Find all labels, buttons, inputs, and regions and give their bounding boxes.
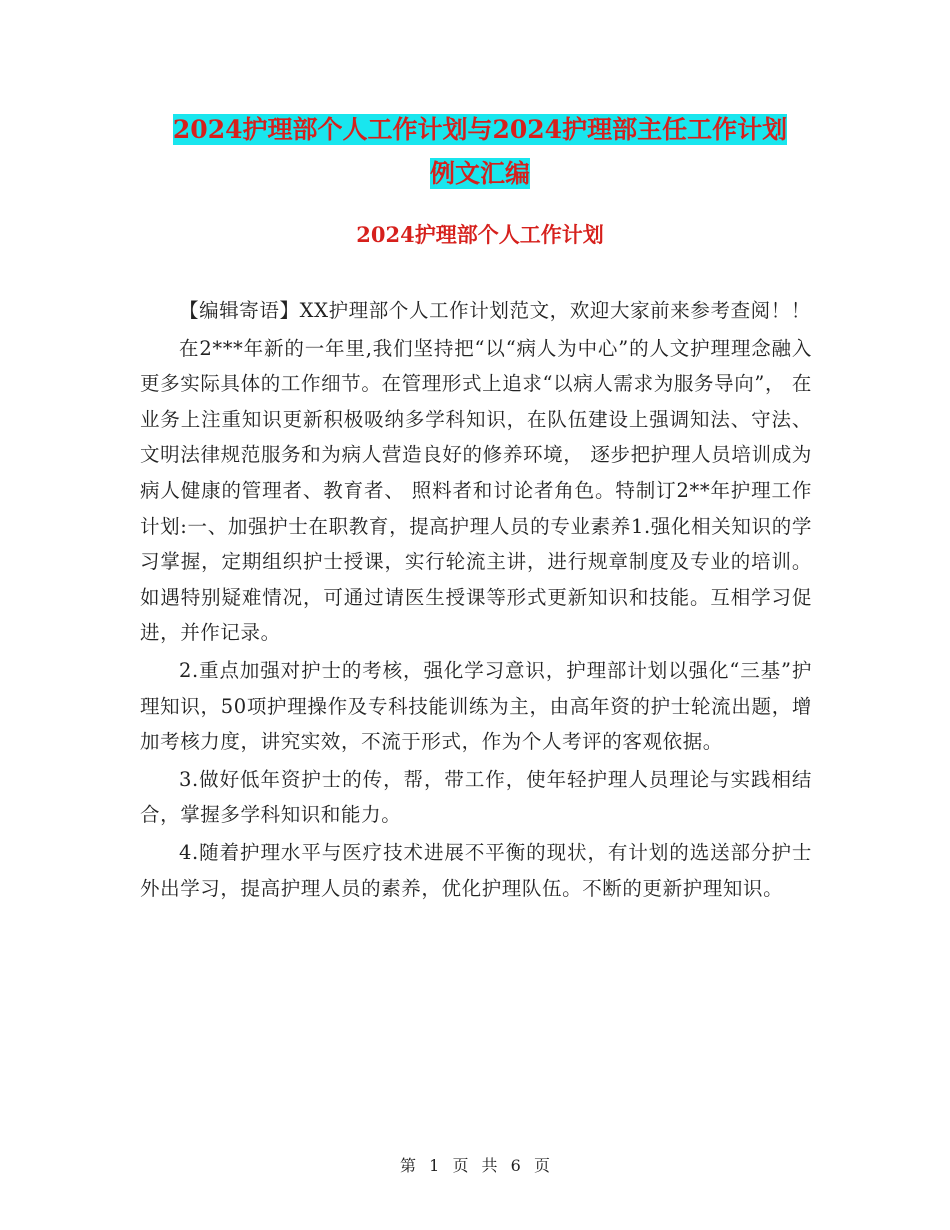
paragraph-item-2: 2.重点加强对护士的考核，强化学习意识，护理部计划以强化“三基”护理知识，50项护理操作及专科技能训练为主，由高年资的护士轮流出题，增加考核力度，讲究实效，不流于形式，作为个人考评的客观依据。 bbox=[140, 658, 812, 754]
document-title-line2: 例文汇编 bbox=[429, 159, 530, 188]
paragraph-item-3: 3.做好低年资护士的传，帮，带工作，使年轻护理人员理论与实践相结合，掌握多学科知识和能力。 bbox=[140, 767, 812, 827]
document-title-line1: 2024护理部个人工作计划与2024护理部主任工作计划 bbox=[172, 115, 788, 144]
paragraph-intro: 在2***年新的一年里,我们坚持把“以“病人为中心”的人文护理理念融入更多实际具体的工作细节。在管理形式上追求“以病人需求为服务导向”， 在业务上注重知识更新积极吸纳多学科知识，在队伍建设上强调知法、守法、文明法律规范服务和为病人营造良好的修养环境， 逐步把护理人员培训成为病人健康的管理者、教育者、 照料者和讨论者角色。特制订2**年护理工作计划:一、加强护士在职教育，提高护理人员的专业素养1.强化相关知识的学习掌握，定期组织护士授课，实行轮流主讲，进行规章制度及专业的培训。如遇特别疑难情况，可通过请医生授课等形式更新知识和技能。互相学习促进，并作记录。 bbox=[140, 336, 812, 645]
document-title bbox=[140, 108, 820, 196]
footer-total-pages: 6 bbox=[510, 1156, 521, 1175]
paragraph-item-4: 4.随着护理水平与医疗技术进展不平衡的现状，有计划的选送部分护士外出学习，提高护理人员的素养，优化护理队伍。不断的更新护理知识。 bbox=[140, 840, 812, 900]
footer-prefix: 第 bbox=[400, 1156, 417, 1175]
page-footer bbox=[0, 1153, 950, 1176]
footer-page-word: 页 bbox=[452, 1156, 469, 1175]
section-title: 2024护理部个人工作计划 bbox=[356, 222, 604, 247]
paragraph-editor-note: 【编辑寄语】XX护理部个人工作计划范文，欢迎大家前来参考查阅！！ bbox=[179, 299, 811, 322]
document-body bbox=[140, 293, 812, 908]
footer-current-page: 1 bbox=[429, 1156, 440, 1175]
footer-suffix: 页 bbox=[533, 1156, 550, 1175]
footer-total-word: 共 bbox=[481, 1156, 498, 1175]
